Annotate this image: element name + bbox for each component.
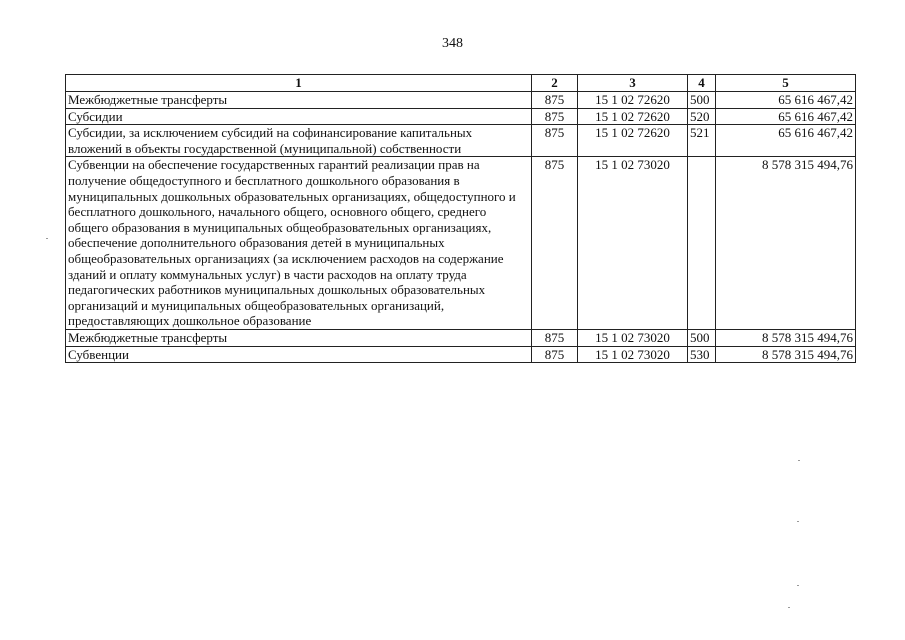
row-sum: 8 578 315 494,76: [716, 346, 856, 363]
row-sum: 8 578 315 494,76: [716, 329, 856, 346]
row-grbs: 875: [532, 157, 578, 330]
table-row: [66, 125, 856, 157]
row-vr: 500: [688, 329, 716, 346]
table-row: [66, 108, 856, 125]
table-row: [66, 329, 856, 346]
row-csr: 15 1 02 73020: [578, 157, 688, 330]
header-col-1: 1: [66, 75, 532, 92]
row-sum: 65 616 467,42: [716, 92, 856, 109]
row-name: Межбюджетные трансферты: [66, 92, 532, 109]
row-csr: 15 1 02 73020: [578, 329, 688, 346]
row-name: Субсидии, за исключением субсидий на софинансирование капитальных вложений в объекты государственной (муниципальной) собственности: [66, 125, 532, 157]
header-col-2: 2: [532, 75, 578, 92]
scan-speck: [798, 460, 800, 461]
page-number: 348: [442, 36, 463, 51]
row-sum: 65 616 467,42: [716, 125, 856, 157]
row-vr: 521: [688, 125, 716, 157]
row-grbs: 875: [532, 329, 578, 346]
row-grbs: 875: [532, 92, 578, 109]
row-name: Субвенции: [66, 346, 532, 363]
table-row: [66, 346, 856, 363]
row-name: Субвенции на обеспечение государственных гарантий реализации прав на получение общедоступного и бесплатного дошкольного образования в муниципальных дошкольных образовательных организациях, общедоступного и бесплатного дошкольного, начального общего, основного общего, среднего общего образования в муниципальных общеобразовательных организациях, обеспечение дополнительного образования детей в муниципальных общеобразовательных организациях (за исключением расходов на содержание зданий и оплату коммунальных услуг) в части расходов на оплату труда педагогических работников муниципальных дошкольных образовательных организаций и муниципальных общеобразовательных организаций, предоставляющих дошкольное образование: [66, 157, 532, 330]
budget-table: [65, 74, 856, 363]
row-name: Субсидии: [66, 108, 532, 125]
row-vr: [688, 157, 716, 330]
row-name: Межбюджетные трансферты: [66, 329, 532, 346]
header-col-4: 4: [688, 75, 716, 92]
table-header-row: [66, 75, 856, 92]
row-sum: 8 578 315 494,76: [716, 157, 856, 330]
row-sum: 65 616 467,42: [716, 108, 856, 125]
row-grbs: 875: [532, 346, 578, 363]
scan-speck: [797, 585, 799, 586]
header-col-5: 5: [716, 75, 856, 92]
scan-speck: [788, 607, 790, 608]
row-csr: 15 1 02 72620: [578, 125, 688, 157]
table-row: [66, 157, 856, 330]
header-col-3: 3: [578, 75, 688, 92]
row-grbs: 875: [532, 125, 578, 157]
scan-speck: [46, 238, 48, 239]
scan-speck: [797, 521, 799, 522]
row-grbs: 875: [532, 108, 578, 125]
row-vr: 500: [688, 92, 716, 109]
row-csr: 15 1 02 72620: [578, 92, 688, 109]
row-vr: 520: [688, 108, 716, 125]
row-csr: 15 1 02 73020: [578, 346, 688, 363]
row-vr: 530: [688, 346, 716, 363]
row-csr: 15 1 02 72620: [578, 108, 688, 125]
table-row: [66, 92, 856, 109]
